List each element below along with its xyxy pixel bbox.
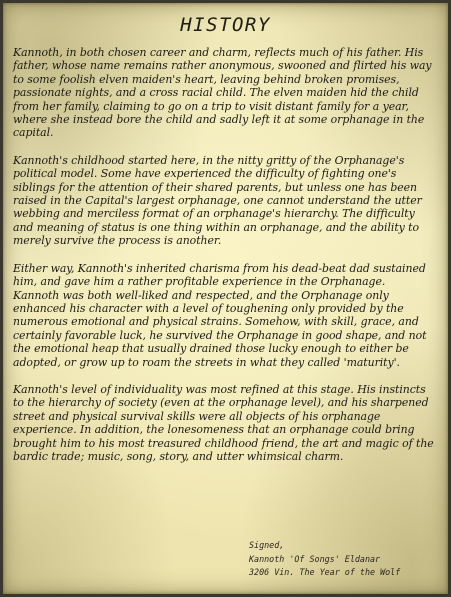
history-text-body: [13, 46, 434, 477]
history-paragraph-3: Either way, Kannoth's inherited charisma from his dead-beat dad sustained him, and gave him a rather profitable experience in the Orphanage. Kannoth was both well-liked and respected, and the Orphanage only enhanced his character with a level of toughening only provided by the numerous emotional and physical strains. Somehow, with skill, grace, and certainly favorable luck, he survived the Orphanage in good shape, and not the emotional heap that usually drained those lucky enough to either be adopted, or grow up to roam the streets in what they called 'maturity'.: [13, 261, 427, 369]
signature-signed-label: Signed,: [249, 540, 285, 550]
signature-name: Kannoth 'Of Songs' Eldanar: [249, 553, 381, 564]
history-paragraph-4: Kannoth's level of individuality was most refined at this stage. His instincts to the hierarchy of society (even at the orphanage level), and his sharpened street and physical survival skills were all objects of his orphanage experience. In addition, the lonesomeness that an orphanage could bring brought him to his most treasured childhood friend, the art and magic of the bardic trade; music, song, story, and utter whimsical charm.: [13, 382, 434, 463]
history-paragraph-2: Kannoth's childhood started here, in the nitty gritty of the Orphanage's political model. Some have experienced the difficulty of fighting one's siblings for the attention of their shared parents, but unless one has been raised in the Capital's largest orphanage, one cannot understand the utter webbing and merciless format of an orphanage's hierarchy. The difficulty and meaning of status is one thing within an orphanage, and the ability to merely survive the process is another.: [13, 153, 422, 248]
page-title: HISTORY: [180, 14, 271, 36]
signature-date: 3206 Vin. The Year of the Wolf: [249, 567, 401, 577]
history-paragraph-1: Kannoth, in both chosen career and charm, reflects much of his father. His father, whose name remains rather anonymous, swooned and flirted his way to some foolish elven maiden's heart, leaving behind broken promises, passionate nights, and a cross racial child. The elven maiden hid the child from her family, claiming to go on a trip to visit distant family for a year, where she instead bore the child and sadly left it at some orphanage in the capital.: [13, 46, 432, 140]
signature-block: [249, 539, 400, 580]
